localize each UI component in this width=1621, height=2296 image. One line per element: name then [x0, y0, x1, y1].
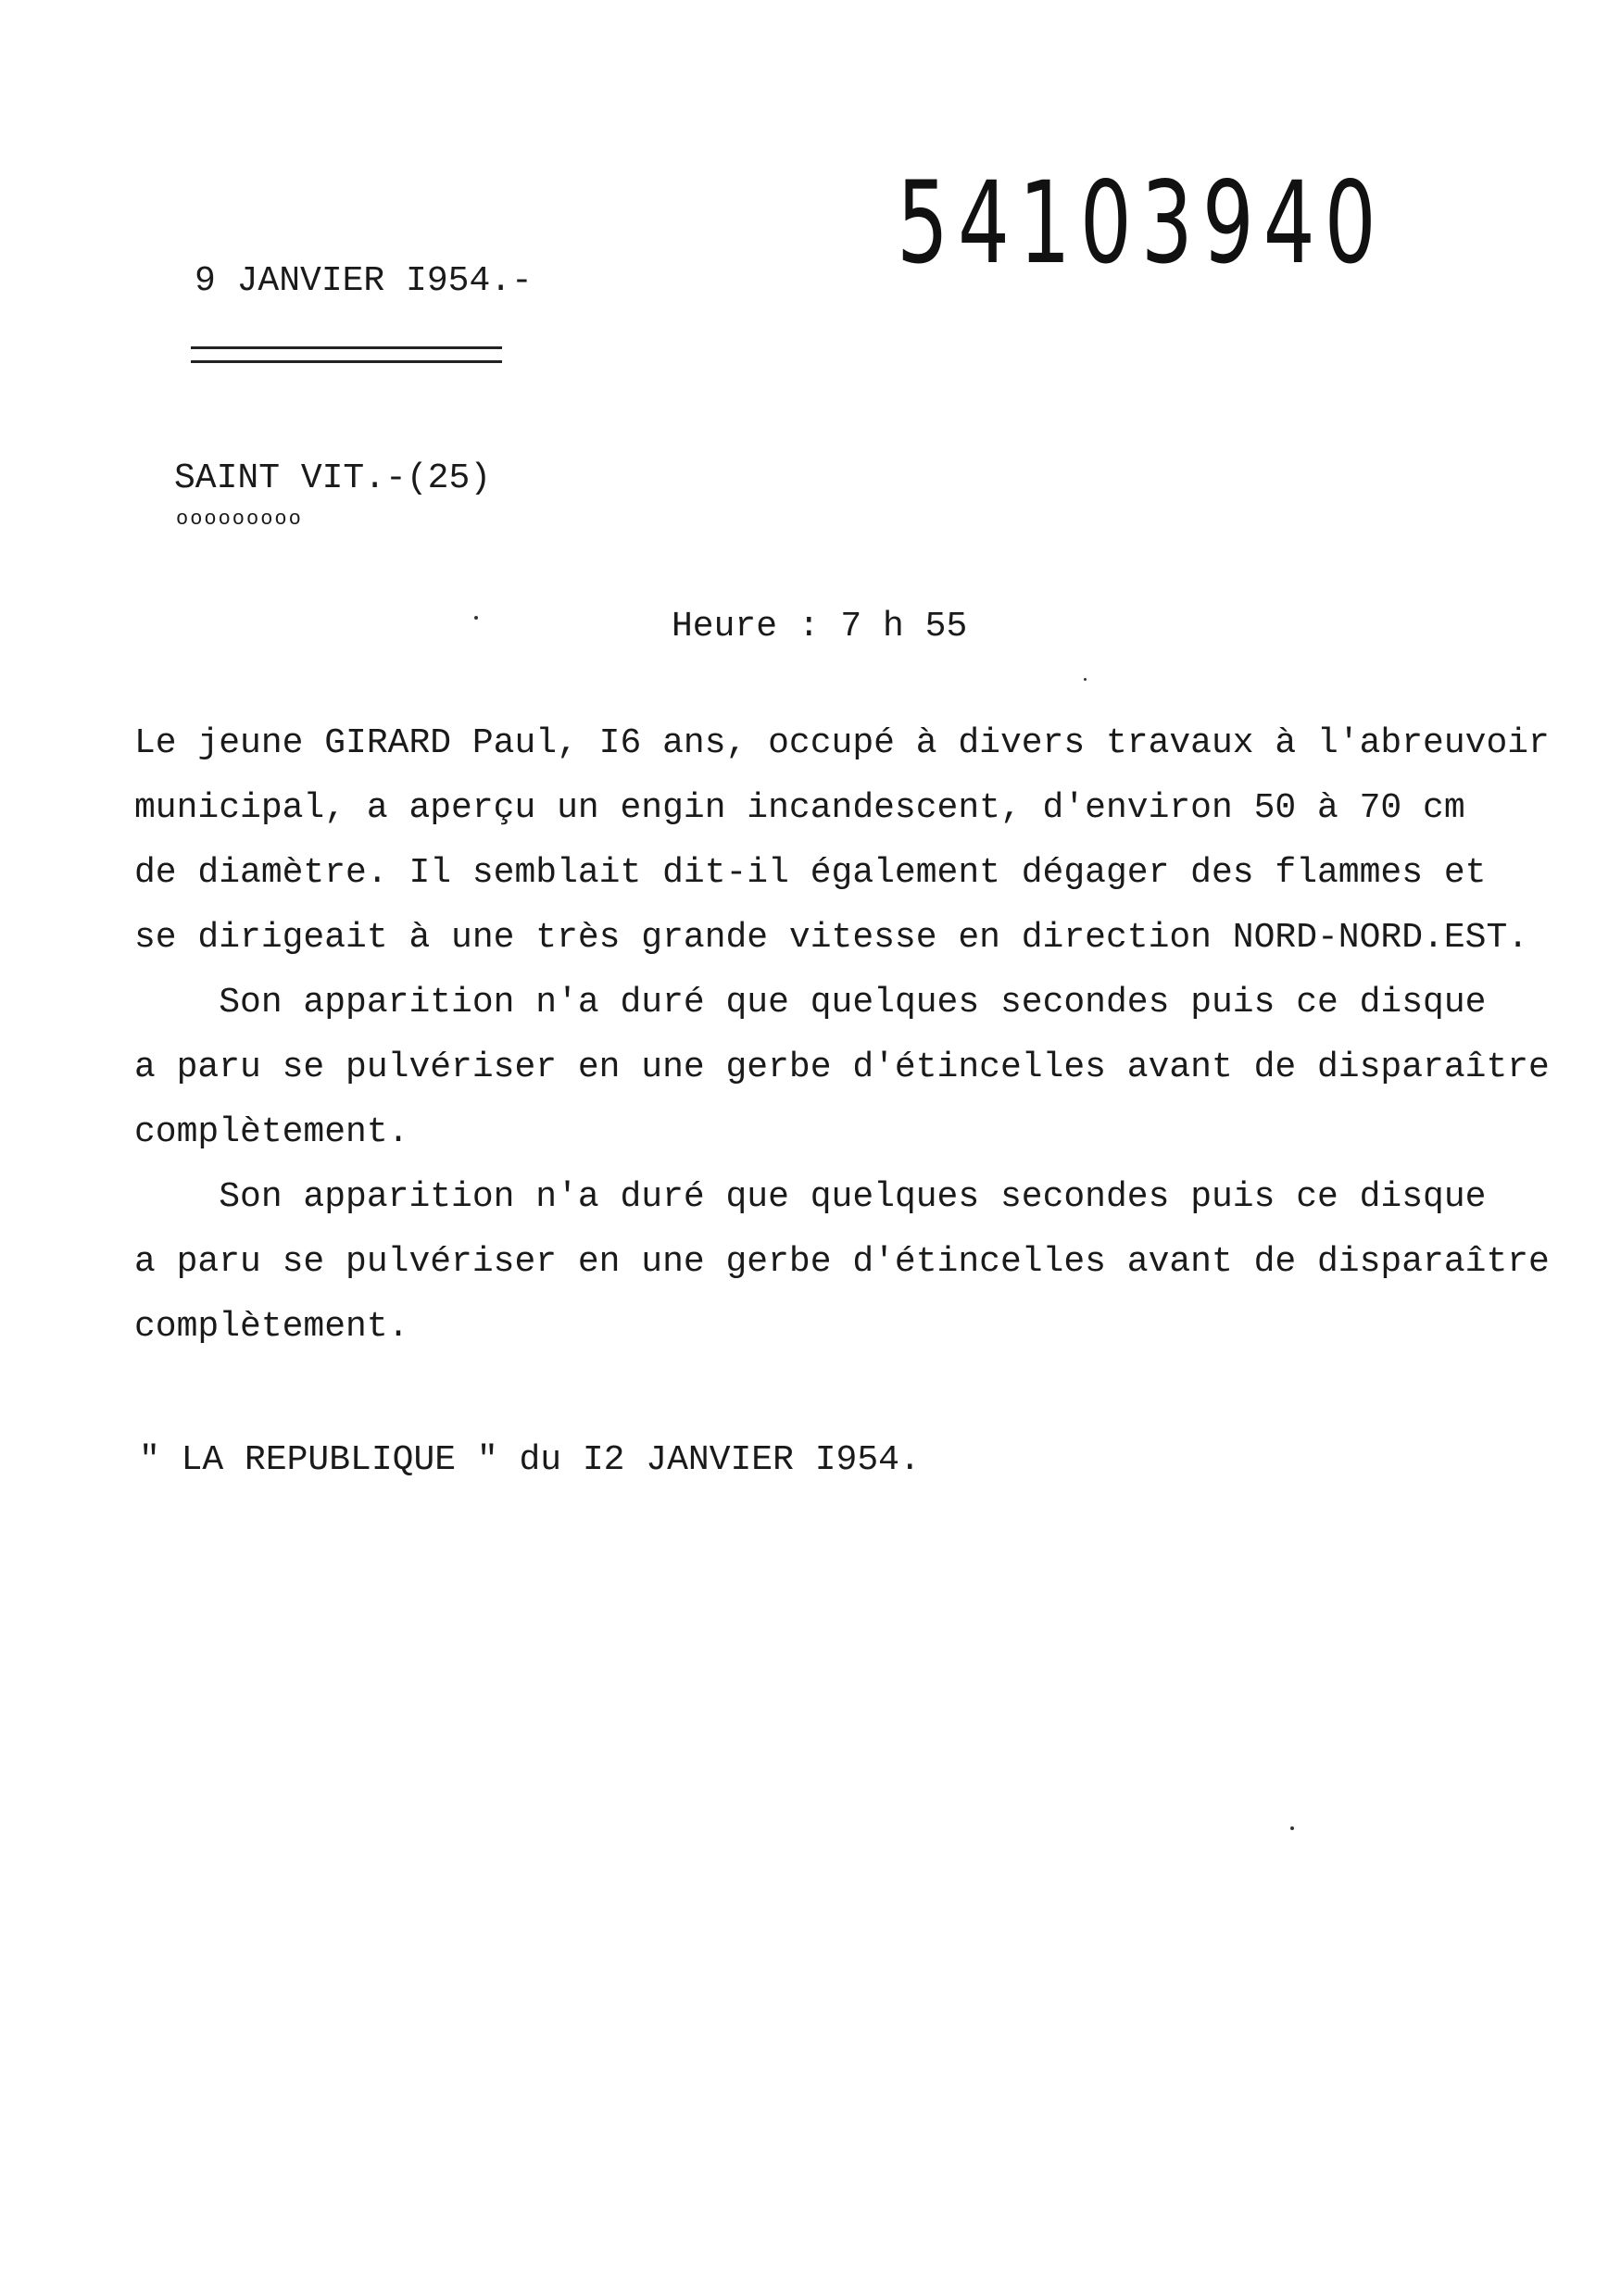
document-number: 54103940 — [897, 157, 1386, 289]
scan-speck — [1290, 1826, 1294, 1830]
newspaper-source: " LA REPUBLIQUE " du I2 JANVIER I954. — [139, 1440, 921, 1480]
paragraph-2: Son apparition n'a duré que quelques secondes puis ce disque a paru se pulvériser en une gerbe d'étincelles avant de disparaître complètement. — [134, 983, 1550, 1152]
location-heading: SAINT VIT.-(25) — [174, 458, 492, 498]
time-of-event: Heure : 7 h 55 — [672, 607, 968, 646]
scan-speck — [474, 616, 478, 620]
report-date: 9 JANVIER I954.- — [195, 261, 533, 301]
scan-speck — [1084, 678, 1087, 681]
report-body — [134, 711, 1589, 1360]
paragraph-1: Le jeune GIRARD Paul, I6 ans, occupé à divers travaux à l'abreuvoir municipal, a aperçu un engin incandescent, d'environ 50 à 70 cm de diamètre. Il semblait dit-il également dégager des flammes et se dirigeait à une très grande vitesse en direction NORD-NORD.EST. — [134, 723, 1550, 958]
paragraph-3: Son apparition n'a duré que quelques secondes puis ce disque a paru se pulvériser en une gerbe d'étincelles avant de disparaître complètement. — [134, 1177, 1550, 1347]
location-underline-dots: ooooooooo — [176, 508, 303, 531]
date-double-underline — [191, 346, 502, 363]
